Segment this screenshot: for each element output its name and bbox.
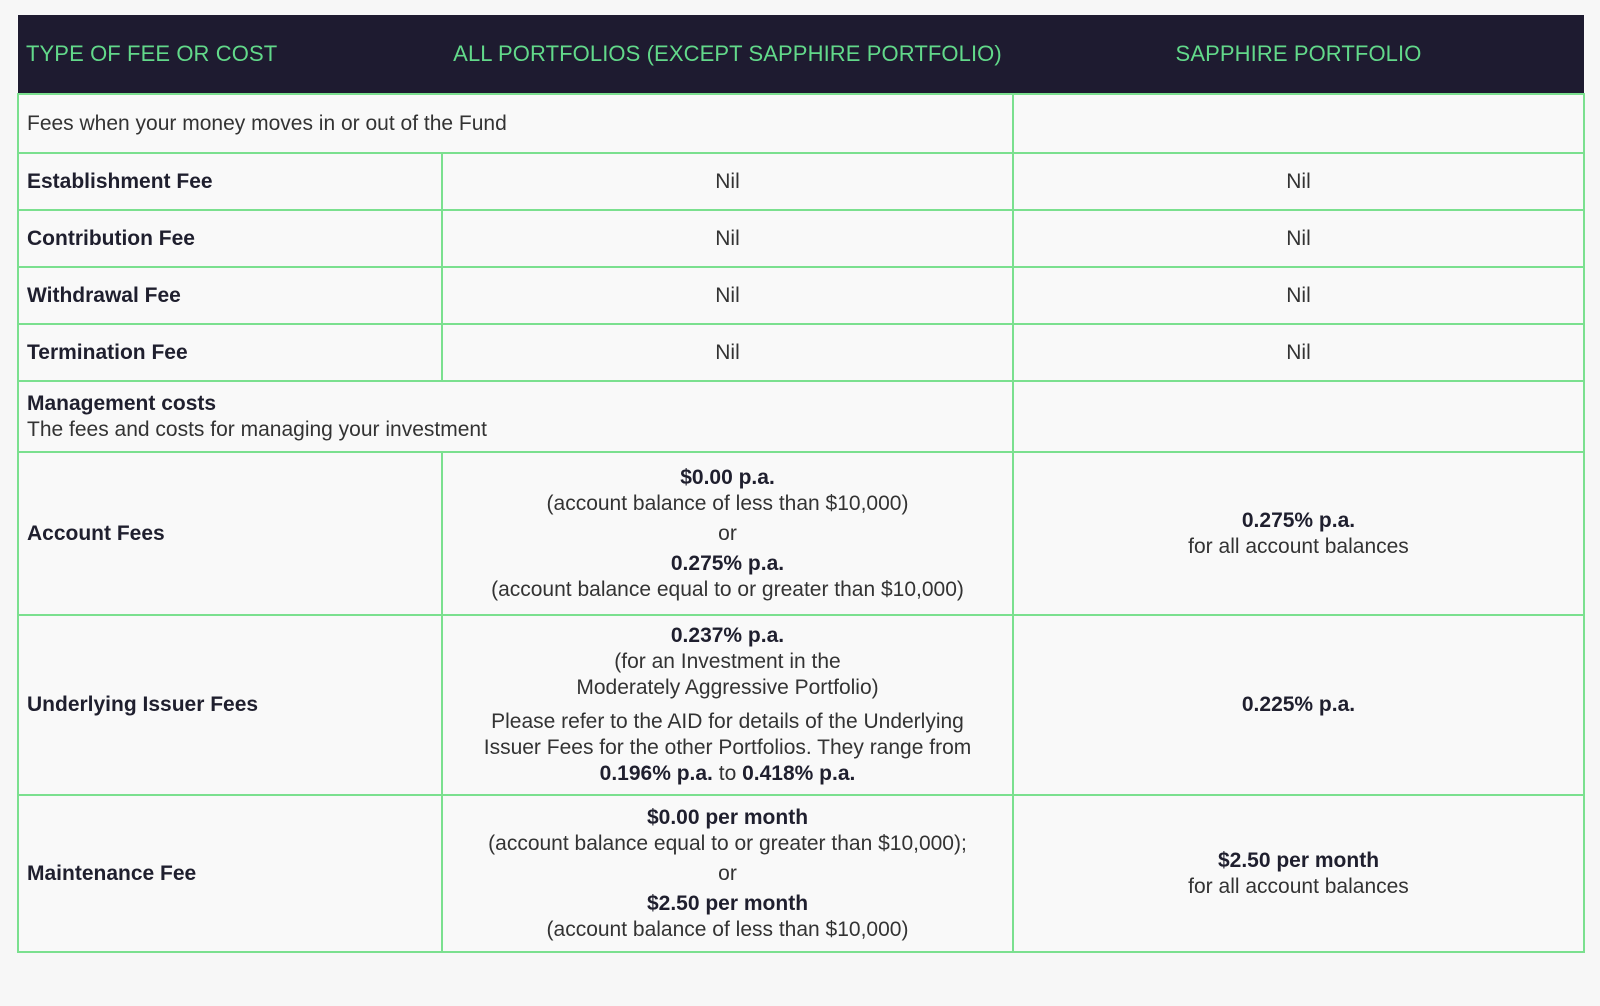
table-row xyxy=(18,153,1584,210)
header-sapphire-portfolio: SAPPHIRE PORTFOLIO xyxy=(1013,15,1584,94)
row-label-withdrawal-fee: Withdrawal Fee xyxy=(18,267,442,324)
account-fees-sapphire-note: for all account balances xyxy=(1188,534,1409,558)
withdrawal-fee-all-value: Nil xyxy=(442,267,1013,324)
underlying-issuer-fees-all-cell xyxy=(442,615,1013,795)
section-cell-management-costs xyxy=(18,381,1013,452)
section-title-money-moves: Fees when your money moves in or out of the Fund xyxy=(18,94,1013,153)
table-row xyxy=(18,267,1584,324)
account-fees-sapphire-cell xyxy=(1013,452,1584,615)
contribution-fee-all-value: Nil xyxy=(442,210,1013,267)
row-label-establishment-fee: Establishment Fee xyxy=(18,153,442,210)
maintenance-fee-all-rate2: $2.50 per month xyxy=(646,891,809,915)
underlying-issuer-fees-range-low: 0.196% p.a. xyxy=(599,762,713,785)
establishment-fee-sapphire-value: Nil xyxy=(1013,153,1584,210)
maintenance-fee-all-note1: (account balance equal to or greater than $10,000); xyxy=(488,831,967,855)
row-label-maintenance-fee: Maintenance Fee xyxy=(18,795,442,952)
maintenance-fee-sapphire-cell xyxy=(1013,795,1584,952)
header-fee-type: TYPE OF FEE OR COST xyxy=(18,15,442,94)
row-label-termination-fee: Termination Fee xyxy=(18,324,442,381)
section-row-money-moves xyxy=(18,94,1584,153)
termination-fee-sapphire-value: Nil xyxy=(1013,324,1584,381)
account-fees-all-cell xyxy=(442,452,1013,615)
establishment-fee-all-value: Nil xyxy=(442,153,1013,210)
termination-fee-all-value: Nil xyxy=(442,324,1013,381)
table-row xyxy=(18,324,1584,381)
table-row xyxy=(18,795,1584,952)
underlying-issuer-fees-range-to: to xyxy=(718,762,737,785)
withdrawal-fee-sapphire-value: Nil xyxy=(1013,267,1584,324)
account-fees-all-note2: (account balance equal to or greater than $10,000) xyxy=(491,577,964,601)
maintenance-fee-sapphire-rate: $2.50 per month xyxy=(1217,848,1380,872)
account-fees-all-or: or xyxy=(718,521,737,545)
row-label-contribution-fee: Contribution Fee xyxy=(18,210,442,267)
row-label-underlying-issuer-fees: Underlying Issuer Fees xyxy=(18,615,442,795)
maintenance-fee-sapphire-note: for all account balances xyxy=(1188,874,1409,898)
fee-table xyxy=(17,15,1585,953)
account-fees-all-note1: (account balance of less than $10,000) xyxy=(546,491,909,515)
underlying-issuer-fees-note-line1: (for an Investment in the xyxy=(614,650,841,673)
section-empty-cell xyxy=(1013,381,1584,452)
underlying-issuer-fees-range-high: 0.418% p.a. xyxy=(742,762,856,785)
section-title-management-costs: Management costs xyxy=(27,391,217,415)
account-fees-sapphire-rate: 0.275% p.a. xyxy=(1241,508,1356,532)
header-all-portfolios: ALL PORTFOLIOS (EXCEPT SAPPHIRE PORTFOLIO) xyxy=(442,15,1013,94)
account-fees-all-rate2: 0.275% p.a. xyxy=(670,551,785,575)
section-row-management-costs xyxy=(18,381,1584,452)
section-subtitle-management-costs: The fees and costs for managing your investment xyxy=(27,417,487,441)
maintenance-fee-all-or: or xyxy=(718,861,737,885)
contribution-fee-sapphire-value: Nil xyxy=(1013,210,1584,267)
underlying-issuer-fees-note-line2: Moderately Aggressive Portfolio) xyxy=(576,676,879,699)
underlying-issuer-fees-para-line2: Issuer Fees for the other Portfolios. They range from xyxy=(483,736,972,759)
account-fees-all-rate1: $0.00 p.a. xyxy=(680,465,775,489)
underlying-issuer-fees-sapphire-cell xyxy=(1013,615,1584,795)
table-row xyxy=(18,210,1584,267)
maintenance-fee-all-cell xyxy=(442,795,1013,952)
table-row xyxy=(18,615,1584,795)
section-empty-cell xyxy=(1013,94,1584,153)
row-label-account-fees: Account Fees xyxy=(18,452,442,615)
underlying-issuer-fees-all-rate: 0.237% p.a. xyxy=(670,624,785,647)
underlying-issuer-fees-para-line1: Please refer to the AID for details of the Underlying xyxy=(491,710,964,733)
table-row xyxy=(18,452,1584,615)
table-header xyxy=(18,15,1584,94)
underlying-issuer-fees-sapphire-rate: 0.225% p.a. xyxy=(1241,693,1356,716)
maintenance-fee-all-note2: (account balance of less than $10,000) xyxy=(546,917,909,941)
underlying-issuer-fees-range xyxy=(451,761,1004,787)
maintenance-fee-all-rate1: $0.00 per month xyxy=(646,805,809,829)
